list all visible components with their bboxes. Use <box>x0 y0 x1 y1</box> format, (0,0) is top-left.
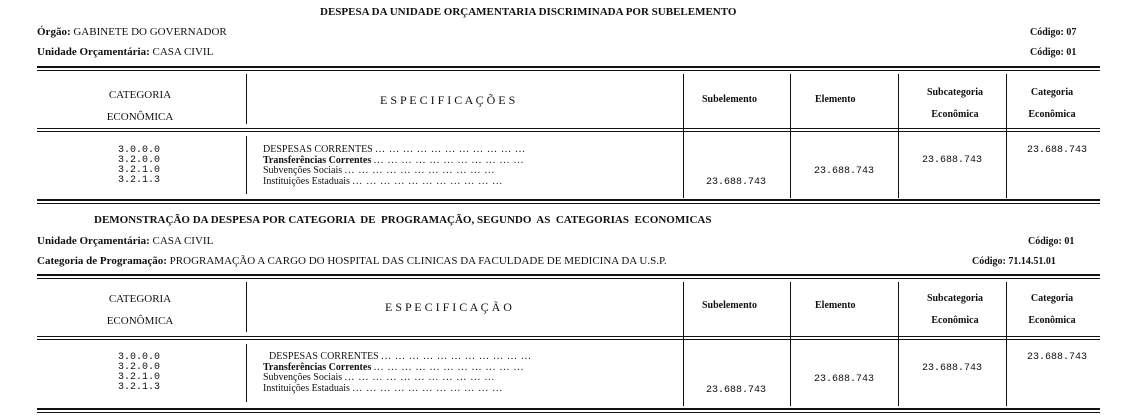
header-categoria-l2: ECONÔMICA <box>106 111 174 123</box>
header2-categoria-l1: CATEGORIA <box>108 293 172 305</box>
dot-leader: ... ... ... ... ... ... ... ... ... ... ... <box>352 175 503 187</box>
table2-col-divider <box>898 282 899 406</box>
code: 3.2.1.0 <box>118 372 161 383</box>
table2-bottom-rule <box>37 408 1100 410</box>
spec-label: Transferências Correntes <box>263 361 372 373</box>
table2-col-divider <box>246 282 247 332</box>
table2-bottom-rule-2 <box>37 412 1100 413</box>
header2-categoria <box>80 288 200 332</box>
spec-row <box>263 177 526 188</box>
header-elemento: Elemento <box>815 94 856 105</box>
code: 3.2.1.0 <box>118 165 161 176</box>
table1-col-divider <box>790 74 791 198</box>
codes2-column <box>118 353 160 393</box>
spec-label: DESPESAS CORRENTES <box>269 351 379 362</box>
table2-top-rule <box>37 274 1100 276</box>
header2-subelemento: Subelemento <box>702 300 757 311</box>
code: 3.2.1.3 <box>118 382 161 393</box>
table1-header-rule-2 <box>37 131 1100 132</box>
unidade-codigo: Código: 01 <box>1030 47 1077 58</box>
categoria-programacao-label: Categoria de Programação: <box>37 255 167 267</box>
table1-top-rule-2 <box>37 70 1100 71</box>
header-categoria2 <box>1012 82 1092 126</box>
header-categoria2-l2: Econômica <box>1028 109 1076 120</box>
specs2-column <box>263 352 532 394</box>
header-categoria-l1: CATEGORIA <box>108 89 172 101</box>
spec-label: Subvenções Sociais <box>263 372 343 383</box>
unidade-value: CASA CIVIL <box>152 46 214 58</box>
table1-bottom-rule <box>37 199 1100 201</box>
value2-subcategoria: 23.688.743 <box>922 363 983 374</box>
header-especificacoes: E S P E C I F I C A Ç Õ E S <box>380 93 516 107</box>
unidade-label: Unidade Orçamentária: <box>37 46 150 58</box>
table1-top-rule <box>37 66 1100 68</box>
header-subcategoria <box>910 82 1000 126</box>
code: 3.2.1.3 <box>118 175 161 186</box>
table2-col-divider <box>246 344 247 402</box>
unidade-line <box>37 46 213 58</box>
spec-label: Transferências Correntes <box>263 154 372 166</box>
table2-header-rule <box>37 336 1100 337</box>
value2-elemento: 23.688.743 <box>814 374 875 385</box>
table2-col-divider <box>683 282 684 406</box>
unidade2-value: CASA CIVIL <box>152 235 214 247</box>
value-elemento: 23.688.743 <box>814 166 875 177</box>
code: 3.2.0.0 <box>118 155 161 166</box>
header2-subcategoria-l2: Econômica <box>931 315 979 326</box>
table1-header-rule <box>37 128 1100 129</box>
code: 3.0.0.0 <box>118 352 161 363</box>
header-subcategoria-l1: Subcategoria <box>926 87 984 98</box>
unidade2-codigo: Código: 01 <box>1028 236 1075 247</box>
table1-col-divider <box>898 74 899 198</box>
orgao-codigo: Código: 07 <box>1030 27 1077 38</box>
spec-label: Instituições Estaduais <box>263 382 350 394</box>
orgao-line <box>37 26 227 38</box>
dot-leader: ... ... ... ... ... ... ... ... ... ... ... <box>373 154 525 166</box>
table1-col-divider <box>246 74 247 124</box>
orgao-label: Órgão: <box>37 26 71 38</box>
dot-leader: ... ... ... ... ... ... ... ... ... ... ... <box>344 372 496 383</box>
table1-col-divider <box>683 74 684 198</box>
specs-column <box>263 145 526 187</box>
codes-column <box>118 146 160 186</box>
header-subelemento: Subelemento <box>702 94 757 105</box>
value-categoria: 23.688.743 <box>1027 145 1088 156</box>
dot-leader: ... ... ... ... ... ... ... ... ... ... ... <box>373 361 525 373</box>
categoria-programacao-line <box>37 255 667 267</box>
value2-subelemento: 23.688.743 <box>706 385 767 396</box>
header2-categoria-l2: ECONÔMICA <box>106 315 174 327</box>
table1-col-divider <box>246 136 247 194</box>
section2-title: DEMONSTRAÇÃO DA DESPESA POR CATEGORIA DE PROGRAMAÇÃO, SEGUNDO AS CATEGORIAS ECONOMICAS <box>94 214 712 226</box>
value2-categoria: 23.688.743 <box>1027 352 1088 363</box>
header2-categoria2 <box>1012 288 1092 332</box>
spec-row <box>263 384 532 395</box>
spec-label: DESPESAS CORRENTES <box>263 144 373 155</box>
unidade2-line <box>37 235 213 247</box>
value-subcategoria: 23.688.743 <box>922 155 983 166</box>
header-subcategoria-l2: Econômica <box>931 109 979 120</box>
header2-categoria2-l1: Categoria <box>1030 293 1074 304</box>
header-categoria <box>80 84 200 128</box>
header-categoria2-l1: Categoria <box>1030 87 1074 98</box>
header2-categoria2-l2: Econômica <box>1028 315 1076 326</box>
header2-subcategoria-l1: Subcategoria <box>926 293 984 304</box>
table2-col-divider <box>1006 282 1007 406</box>
section1-title: DESPESA DA UNIDADE ORÇAMENTARIA DISCRIMINADA POR SUBELEMENTO <box>320 6 737 18</box>
categoria-programacao-value: PROGRAMAÇÃO A CARGO DO HOSPITAL DAS CLINICAS DA FACULDADE DE MEDICINA DA U.S.P. <box>169 255 667 267</box>
unidade2-label: Unidade Orçamentária: <box>37 235 150 247</box>
table1-bottom-rule-2 <box>37 203 1100 204</box>
table2-col-divider <box>790 282 791 406</box>
code: 3.0.0.0 <box>118 145 161 156</box>
dot-leader: ... ... ... ... ... ... ... ... ... ... ... <box>375 144 526 155</box>
spec-label: Subvenções Sociais <box>263 165 343 176</box>
dot-leader: ... ... ... ... ... ... ... ... ... ... ... <box>381 351 532 362</box>
orgao-value: GABINETE DO GOVERNADOR <box>73 26 227 38</box>
code: 3.2.0.0 <box>118 362 161 373</box>
dot-leader: ... ... ... ... ... ... ... ... ... ... ... <box>344 165 496 176</box>
categoria-programacao-codigo: Código: 71.14.51.01 <box>972 256 1056 267</box>
table1-col-divider <box>1006 74 1007 198</box>
table2-top-rule-2 <box>37 278 1100 279</box>
header2-elemento: Elemento <box>815 300 856 311</box>
value-subelemento: 23.688.743 <box>706 177 767 188</box>
header2-subcategoria <box>910 288 1000 332</box>
header2-especificacao: E S P E C I F I C A Ç Ã O <box>385 300 512 314</box>
spec-label: Instituições Estaduais <box>263 175 350 187</box>
dot-leader: ... ... ... ... ... ... ... ... ... ... ... <box>352 382 503 394</box>
table2-header-rule-2 <box>37 339 1100 340</box>
